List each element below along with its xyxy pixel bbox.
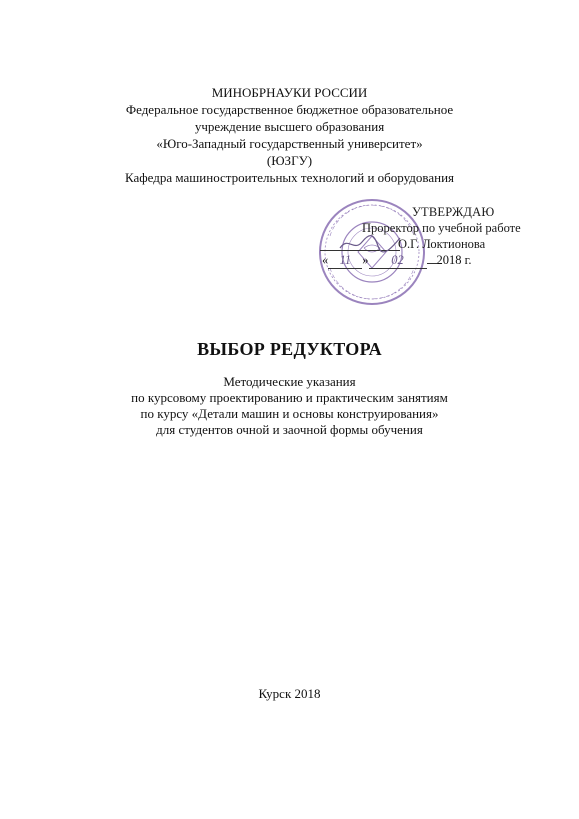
handwritten-signature (338, 232, 402, 254)
subtitle-purpose-line: по курсовому проектированию и практическим занятиям (131, 390, 448, 405)
subtitle-audience-line: для студентов очной и заочной формы обучения (156, 422, 423, 437)
approver-position: Проректор по учебной работе (362, 221, 521, 235)
date-gap-line (427, 263, 437, 264)
date-close-quote: » (362, 253, 369, 267)
subtitle-course-line: по курсу «Детали машин и основы конструирования» (140, 406, 439, 421)
approval-date (322, 252, 471, 269)
subtitle-type-line: Методические указания (223, 374, 356, 389)
university-abbrev-line: (ЮЗГУ) (266, 153, 313, 168)
date-day: 11 (328, 252, 362, 269)
date-open-quote: « (322, 253, 329, 267)
approve-heading: УТВЕРЖДАЮ (412, 205, 495, 219)
document-title: ВЫБОР РЕДУКТОРА (197, 339, 382, 359)
university-name-line: «Юго-Западный государственный университет» (156, 136, 423, 151)
ministry-line: МИНОБРНАУКИ РОССИИ (211, 85, 368, 100)
document-subtitle (0, 374, 579, 438)
institution-header (0, 84, 579, 186)
place-year: Курск 2018 (258, 686, 321, 701)
date-month: 02 (369, 252, 427, 269)
department-line: Кафедра машиностроительных технологий и оборудования (124, 170, 455, 185)
institution-type-line: Федеральное государственное бюджетное образовательное (125, 102, 454, 117)
date-year: 2018 г. (436, 253, 472, 267)
education-level-line: учреждение высшего образования (194, 119, 385, 134)
approval-block (300, 196, 540, 306)
approver-name: О.Г. Локтионова (398, 237, 486, 251)
